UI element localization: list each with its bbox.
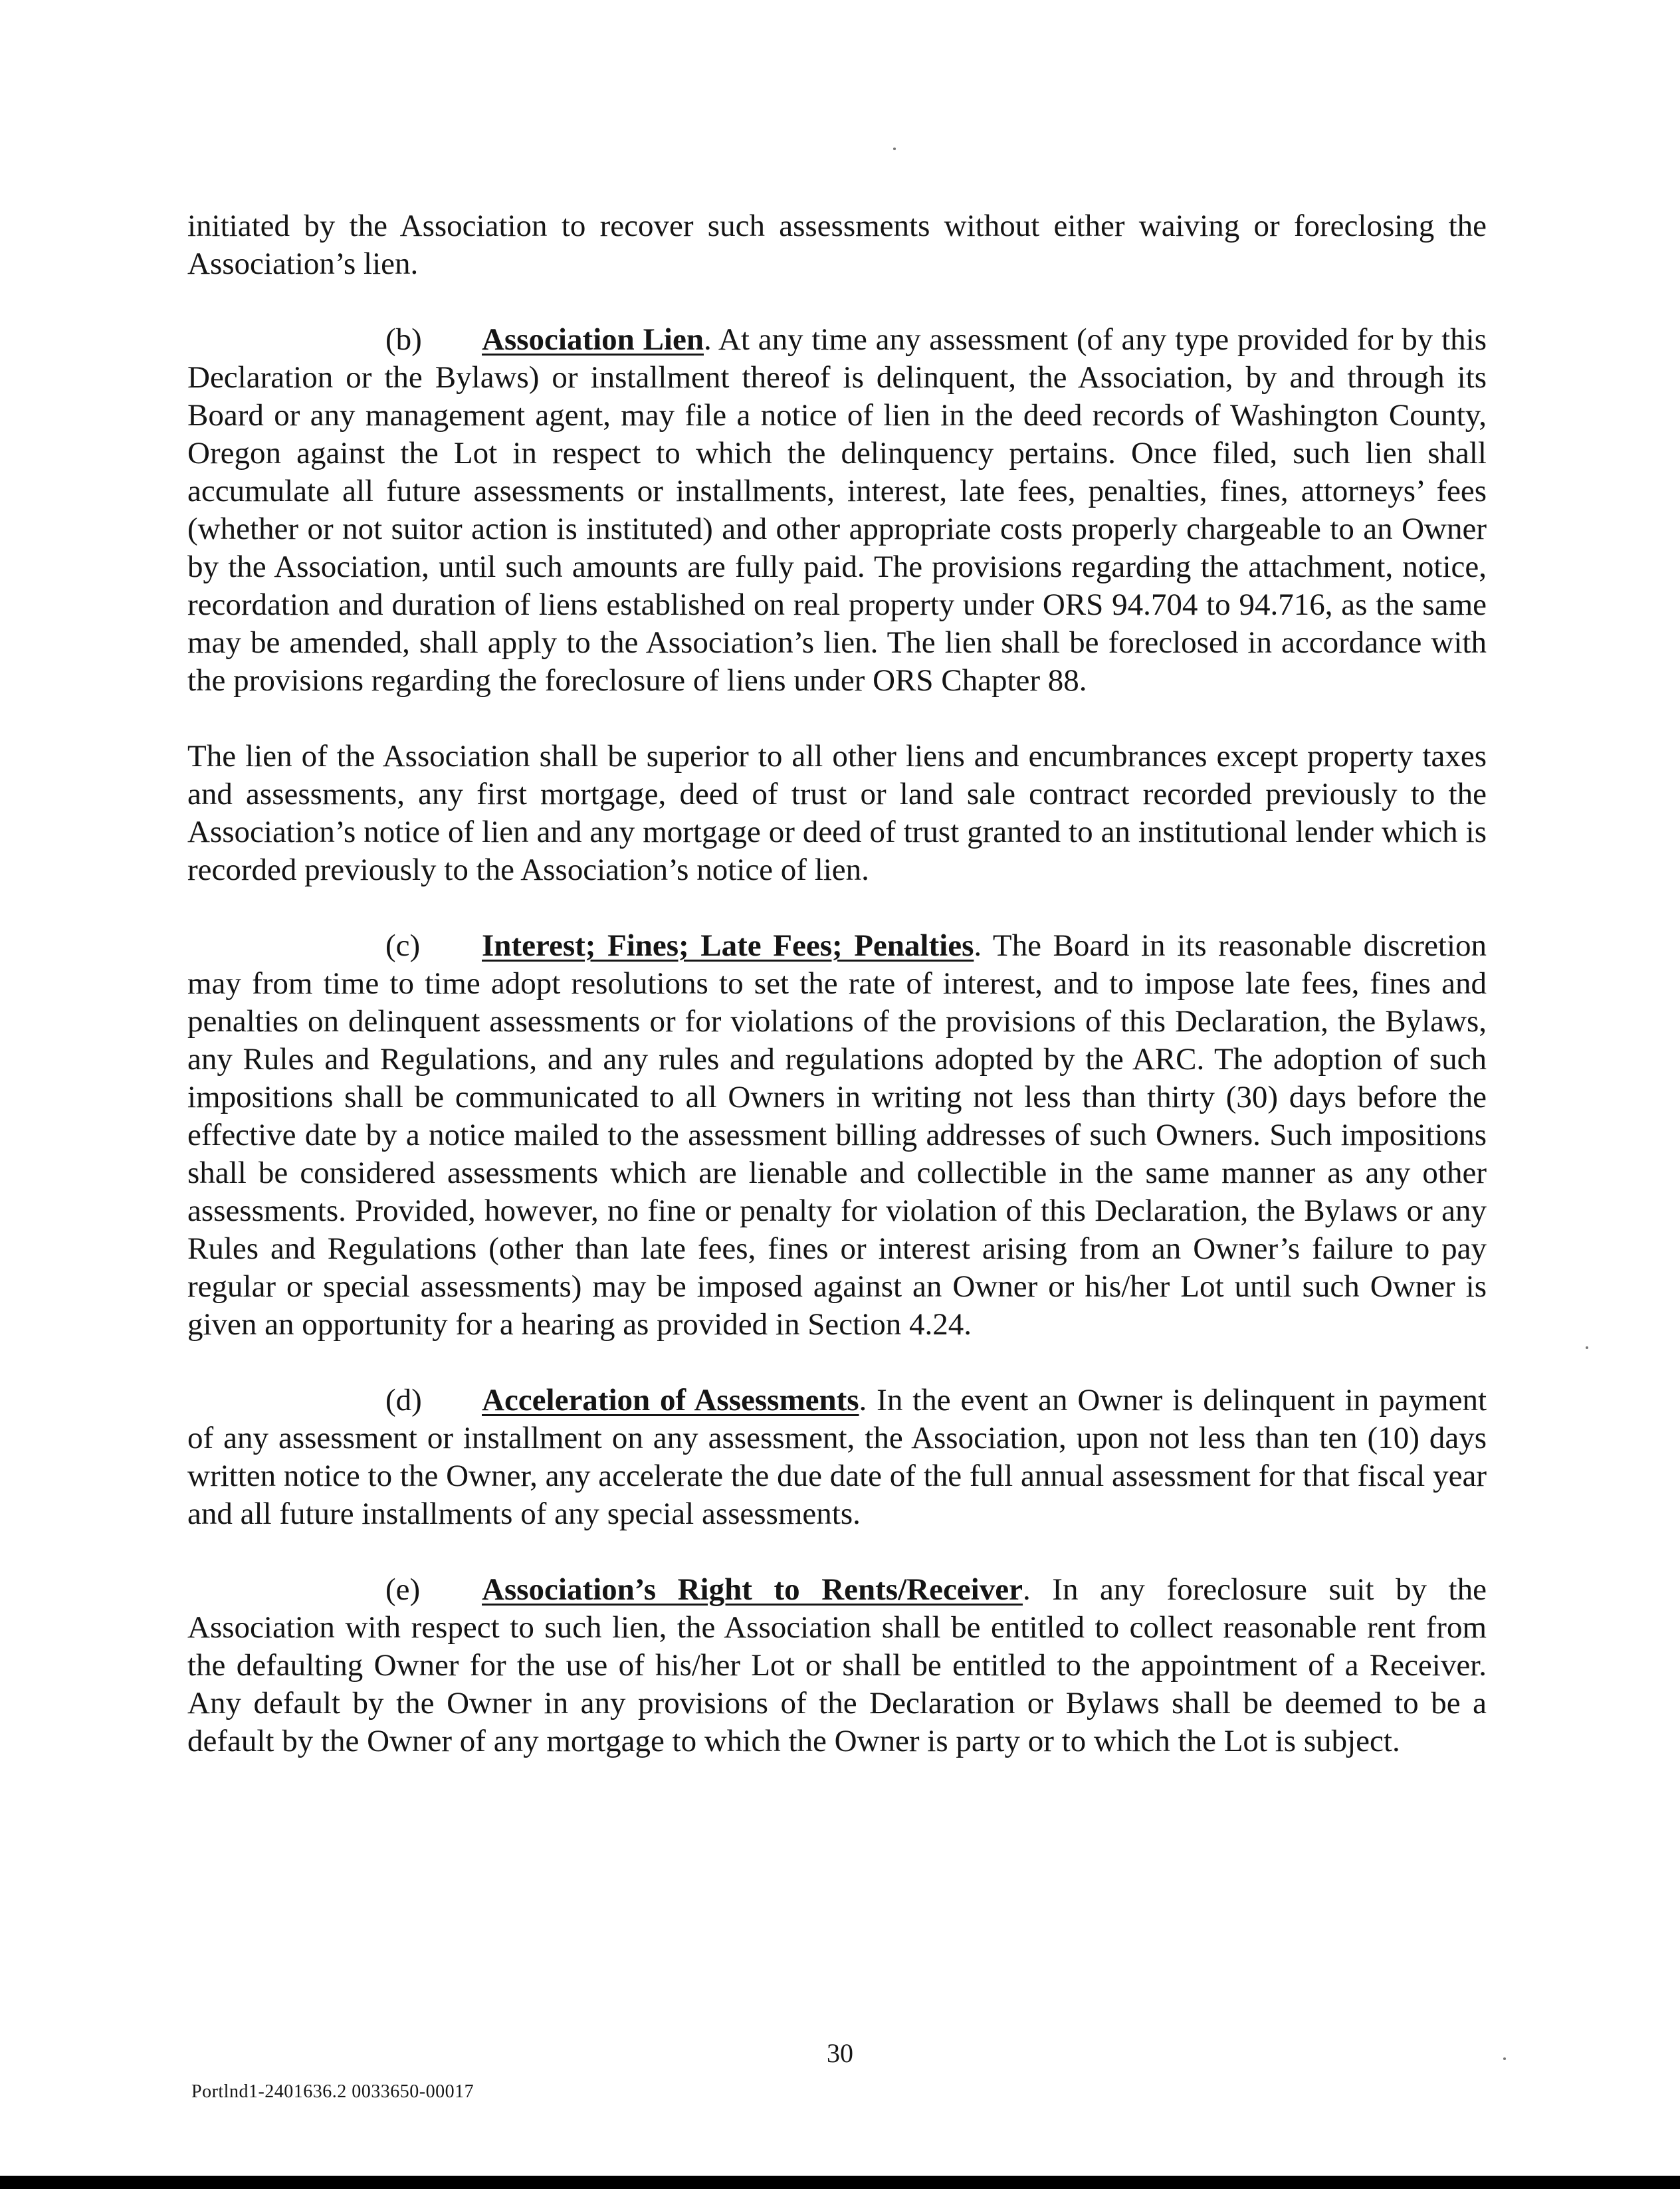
heading-acceleration: Acceleration of Assessments [482,1383,859,1417]
paragraph-label-d: (d) [385,1383,422,1417]
paragraph-spacer [187,700,1487,738]
paragraph-text: . In any foreclosure suit by the Association with respect to such lien, the Association shall be entitled to collect reasonable rent from the defaulting Owner for the use of his/her Lot or shall be entitled to the appointment of a Receiver. Any default by the Owner in any provisions of the Declaration or Bylaws shall be deemed to be a default by the Owner of any mortgage to which the Owner is party or to which the Lot is subject. [187,1572,1487,1758]
paragraph-spacer [187,283,1487,321]
heading-rents-receiver: Association’s Right to Rents/Receiver [482,1572,1023,1607]
paragraph-spacer [187,1533,1487,1571]
paragraph-interest-fines [187,927,1487,1344]
heading-association-lien: Association Lien [482,322,704,357]
scan-speck [893,148,896,150]
paragraph-spacer [187,889,1487,927]
paragraph-acceleration [187,1382,1487,1533]
document-body [187,207,1487,1760]
page-number: 30 [827,2038,853,2068]
paragraph-text: . In the event an Owner is delinquent in payment of any assessment or installment on any assessment, the Association, upon not less than ten (10) days written notice to the Owner, any accelerate the due date of the full annual assessment for that fiscal year and all future installments of any special assessments. [187,1383,1487,1531]
scan-speck [1586,1346,1588,1349]
paragraph-association-lien [187,321,1487,700]
paragraph-text: . At any time any assessment (of any type provided for by this Declaration or the Bylaws) or installment thereof is delinquent, the Association, by and through its Board or any management agent, may file a notice of lien in the deed records of Washington County, Oregon against the Lot in respect to which the delinquency pertains. Once filed, such lien shall accumulate all future assessments or installments, interest, late fees, penalties, fines, attorneys’ fees (whether or not suitor action is instituted) and other appropriate costs properly chargeable to an Owner by the Association, until such amounts are fully paid. The provisions regarding the attachment, notice, recordation and duration of liens established on real property under ORS 94.704 to 94.716, as the same may be amended, shall apply to the Association’s lien. The lien shall be foreclosed in accordance with the provisions regarding the foreclosure of liens under ORS Chapter 88. [187,322,1487,698]
paragraph-lien-priority: The lien of the Association shall be superior to all other liens and encumbrances except property taxes and assessments, any first mortgage, deed of trust or land sale contract recorded previously to the Association’s notice of lien and any mortgage or deed of trust granted to an institutional lender which is recorded previously to the Association’s notice of lien. [187,739,1487,887]
paragraph-rents-receiver [187,1571,1487,1760]
paragraph-continuation: initiated by the Association to recover such assessments without either waiving or foreclosing the Association’s lien. [187,209,1487,281]
scan-speck [1503,2057,1506,2060]
paragraph-label-b: (b) [385,322,422,357]
heading-interest-fines: Interest; Fines; Late Fees; Penalties [482,928,974,963]
document-id-footer: Portlnd1-2401636.2 0033650-00017 [191,2081,474,2102]
paragraph-label-e: (e) [385,1572,421,1607]
scan-edge-bar [0,2176,1680,2189]
paragraph-spacer [187,1344,1487,1382]
paragraph-text: . The Board in its reasonable discretion may from time to time adopt resolutions to set the rate of interest, and to impose late fees, fines and penalties on delinquent assessments or for violations of the provisions of this Declaration, the Bylaws, any Rules and Regulations, and any rules and regulations adopted by the ARC. The adoption of such impositions shall be communicated to all Owners in writing not less than thirty (30) days before the effective date by a notice mailed to the assessment billing addresses of such Owners. Such impositions shall be considered assessments which are lienable and collectible in the same manner as any other assessments. Provided, however, no fine or penalty for violation of this Declaration, the Bylaws or any Rules and Regulations (other than late fees, fines or interest arising from an Owner’s failure to pay regular or special assessments) may be imposed against an Owner or his/her Lot until such Owner is given an opportunity for a hearing as provided in Section 4.24. [187,928,1487,1342]
paragraph-label-c: (c) [385,928,421,963]
